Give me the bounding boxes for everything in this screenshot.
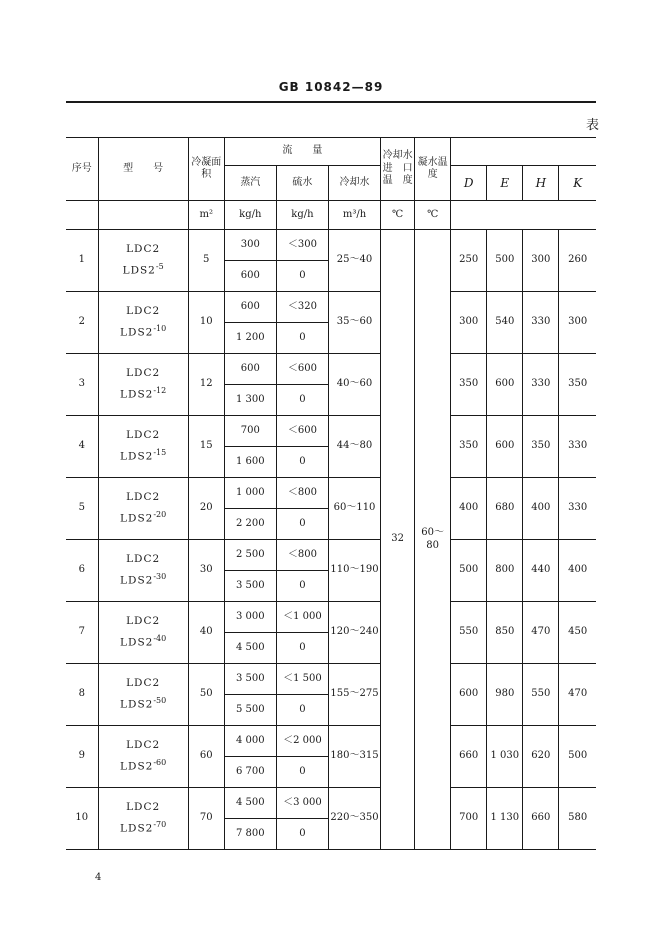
dim-H-value: 660	[523, 788, 559, 850]
steam-value: 2 500	[224, 540, 276, 571]
col-header-steam: 蒸汽	[224, 166, 276, 201]
coolant-value: 60～110	[328, 478, 380, 540]
dim-H-value: 550	[523, 664, 559, 726]
brine-value: ＜3 000	[276, 788, 328, 819]
model-suffix: -60	[153, 758, 167, 768]
model-line-2: LDS2	[120, 326, 154, 339]
col-header-dimensions-blank	[451, 138, 596, 166]
model-line-2: LDS2	[120, 512, 154, 525]
coolant-value: 35～60	[328, 292, 380, 354]
dim-D-value: 600	[451, 664, 487, 726]
model-line-2: LDS2	[120, 698, 154, 711]
col-header-coolant: 冷却水	[328, 166, 380, 201]
model-line-1: LDC2	[126, 677, 161, 690]
area-value: 10	[188, 292, 224, 354]
model-suffix: -50	[153, 696, 167, 706]
brine-value: 0	[276, 695, 328, 726]
col-header-flow: 流 量	[224, 138, 380, 166]
table-row	[66, 230, 596, 261]
area-value: 20	[188, 478, 224, 540]
brine-value: ＜600	[276, 416, 328, 447]
dim-D-value: 500	[451, 540, 487, 602]
dim-K-value: 450	[559, 602, 596, 664]
model-cell	[98, 788, 188, 850]
brine-value: ＜1 000	[276, 602, 328, 633]
col-header-inlet-temp: 冷却水进 口温 度	[381, 138, 415, 201]
dim-E-value: 500	[487, 230, 523, 292]
unit-coolant: m³/h	[328, 201, 380, 230]
dim-H-value: 620	[523, 726, 559, 788]
coolant-value: 110～190	[328, 540, 380, 602]
steam-value: 6 700	[224, 757, 276, 788]
dim-K-value: 400	[559, 540, 596, 602]
brine-value: ＜600	[276, 354, 328, 385]
dim-E-value: 980	[487, 664, 523, 726]
model-suffix: -15	[153, 448, 167, 458]
model-cell	[98, 602, 188, 664]
model-line-1: LDC2	[126, 305, 161, 318]
table-label: 表	[586, 118, 600, 133]
model-cell	[98, 230, 188, 292]
brine-value: ＜1 500	[276, 664, 328, 695]
model-suffix: -12	[153, 386, 167, 396]
steam-value: 1 600	[224, 447, 276, 478]
dim-E-value: 850	[487, 602, 523, 664]
model-suffix: -5	[155, 262, 164, 272]
coolant-value: 220～350	[328, 788, 380, 850]
col-header-D: D	[451, 166, 487, 201]
row-index: 2	[66, 292, 98, 354]
brine-value: 0	[276, 757, 328, 788]
model-line-2: LDS2	[122, 264, 156, 277]
steam-value: 7 800	[224, 819, 276, 850]
brine-value: ＜2 000	[276, 726, 328, 757]
model-line-1: LDC2	[126, 491, 161, 504]
row-index: 9	[66, 726, 98, 788]
dim-E-value: 680	[487, 478, 523, 540]
coolant-value: 120～240	[328, 602, 380, 664]
col-header-condensate-temp: 凝水温度	[415, 138, 451, 201]
table-row	[66, 416, 596, 447]
brine-value: 0	[276, 447, 328, 478]
dim-K-value: 260	[559, 230, 596, 292]
dim-D-value: 250	[451, 230, 487, 292]
model-cell	[98, 292, 188, 354]
dim-K-value: 500	[559, 726, 596, 788]
dim-D-value: 660	[451, 726, 487, 788]
model-cell	[98, 726, 188, 788]
model-suffix: -10	[153, 324, 167, 334]
area-value: 30	[188, 540, 224, 602]
model-line-2: LDS2	[120, 574, 154, 587]
area-value: 70	[188, 788, 224, 850]
steam-value: 3 000	[224, 602, 276, 633]
dim-K-value: 330	[559, 478, 596, 540]
brine-value: ＜800	[276, 478, 328, 509]
steam-value: 4 000	[224, 726, 276, 757]
dim-D-value: 300	[451, 292, 487, 354]
model-line-1: LDC2	[126, 429, 161, 442]
brine-value: ＜800	[276, 540, 328, 571]
table-row	[66, 664, 596, 695]
dim-E-value: 1 130	[487, 788, 523, 850]
dim-K-value: 350	[559, 354, 596, 416]
model-cell	[98, 416, 188, 478]
dim-H-value: 330	[523, 354, 559, 416]
model-line-1: LDC2	[126, 367, 161, 380]
table-row	[66, 292, 596, 323]
model-line-2: LDS2	[120, 822, 154, 835]
standard-code: GB 10842—89	[278, 80, 384, 94]
coolant-value: 44～80	[328, 416, 380, 478]
model-line-1: LDC2	[126, 243, 161, 256]
specification-table	[66, 137, 596, 850]
model-cell	[98, 478, 188, 540]
brine-value: 0	[276, 385, 328, 416]
dim-H-value: 330	[523, 292, 559, 354]
dim-K-value: 580	[559, 788, 596, 850]
model-line-2: LDS2	[120, 760, 154, 773]
row-index: 10	[66, 788, 98, 850]
page-number: 4	[95, 872, 102, 883]
col-header-H: H	[523, 166, 559, 201]
dim-H-value: 440	[523, 540, 559, 602]
steam-value: 4 500	[224, 788, 276, 819]
col-header-area: 冷凝面积	[188, 138, 224, 201]
table-row	[66, 478, 596, 509]
steam-value: 4 500	[224, 633, 276, 664]
dim-E-value: 1 030	[487, 726, 523, 788]
area-value: 50	[188, 664, 224, 726]
dim-D-value: 350	[451, 354, 487, 416]
brine-value: 0	[276, 323, 328, 354]
row-index: 7	[66, 602, 98, 664]
steam-value: 1 300	[224, 385, 276, 416]
table-row	[66, 354, 596, 385]
model-line-1: LDC2	[126, 801, 161, 814]
model-line-2: LDS2	[120, 450, 154, 463]
table-row	[66, 788, 596, 819]
col-header-K: K	[559, 166, 596, 201]
steam-value: 1 000	[224, 478, 276, 509]
model-suffix: -20	[153, 510, 167, 520]
dim-E-value: 600	[487, 416, 523, 478]
header-rule	[66, 101, 596, 103]
dim-H-value: 350	[523, 416, 559, 478]
dim-H-value: 400	[523, 478, 559, 540]
unit-area: m²	[188, 201, 224, 230]
model-cell	[98, 354, 188, 416]
unit-steam: kg/h	[224, 201, 276, 230]
coolant-value: 180～315	[328, 726, 380, 788]
col-header-brine: 硫水	[276, 166, 328, 201]
dim-E-value: 540	[487, 292, 523, 354]
row-index: 6	[66, 540, 98, 602]
unit-cell-blank	[66, 201, 98, 230]
condensate-temp-value: 60～80	[415, 230, 451, 850]
model-suffix: -70	[153, 820, 167, 830]
coolant-value: 155～275	[328, 664, 380, 726]
model-line-1: LDC2	[126, 553, 161, 566]
steam-value: 1 200	[224, 323, 276, 354]
steam-value: 300	[224, 230, 276, 261]
col-header-model: 型 号	[98, 138, 188, 201]
model-line-1: LDC2	[126, 739, 161, 752]
unit-condensate-temp: ℃	[415, 201, 451, 230]
dim-D-value: 550	[451, 602, 487, 664]
dim-H-value: 470	[523, 602, 559, 664]
col-header-E: E	[487, 166, 523, 201]
area-value: 40	[188, 602, 224, 664]
brine-value: 0	[276, 819, 328, 850]
steam-value: 3 500	[224, 571, 276, 602]
dim-K-value: 330	[559, 416, 596, 478]
coolant-value: 25～40	[328, 230, 380, 292]
dim-D-value: 400	[451, 478, 487, 540]
steam-value: 600	[224, 292, 276, 323]
steam-value: 600	[224, 354, 276, 385]
area-value: 12	[188, 354, 224, 416]
brine-value: 0	[276, 261, 328, 292]
unit-brine: kg/h	[276, 201, 328, 230]
dim-D-value: 350	[451, 416, 487, 478]
dim-K-value: 300	[559, 292, 596, 354]
dim-D-value: 700	[451, 788, 487, 850]
dim-E-value: 600	[487, 354, 523, 416]
brine-value: 0	[276, 571, 328, 602]
steam-value: 700	[224, 416, 276, 447]
coolant-value: 40～60	[328, 354, 380, 416]
dim-E-value: 800	[487, 540, 523, 602]
unit-inlet-temp: ℃	[381, 201, 415, 230]
steam-value: 5 500	[224, 695, 276, 726]
table-row	[66, 602, 596, 633]
table-row	[66, 726, 596, 757]
model-cell	[98, 664, 188, 726]
brine-value: 0	[276, 633, 328, 664]
area-value: 5	[188, 230, 224, 292]
brine-value: ＜320	[276, 292, 328, 323]
model-cell	[98, 540, 188, 602]
dim-H-value: 300	[523, 230, 559, 292]
brine-value: ＜300	[276, 230, 328, 261]
unit-cell-blank	[451, 201, 596, 230]
row-index: 1	[66, 230, 98, 292]
steam-value: 3 500	[224, 664, 276, 695]
table-row	[66, 540, 596, 571]
model-line-2: LDS2	[120, 388, 154, 401]
steam-value: 2 200	[224, 509, 276, 540]
area-value: 15	[188, 416, 224, 478]
row-index: 5	[66, 478, 98, 540]
inlet-temp-value: 32	[381, 230, 415, 850]
brine-value: 0	[276, 509, 328, 540]
model-line-2: LDS2	[120, 636, 154, 649]
model-line-1: LDC2	[126, 615, 161, 628]
model-suffix: -30	[153, 572, 167, 582]
model-suffix: -40	[153, 634, 167, 644]
area-value: 60	[188, 726, 224, 788]
col-header-index: 序号	[66, 138, 98, 201]
row-index: 4	[66, 416, 98, 478]
steam-value: 600	[224, 261, 276, 292]
dim-K-value: 470	[559, 664, 596, 726]
unit-cell-blank	[98, 201, 188, 230]
row-index: 8	[66, 664, 98, 726]
row-index: 3	[66, 354, 98, 416]
